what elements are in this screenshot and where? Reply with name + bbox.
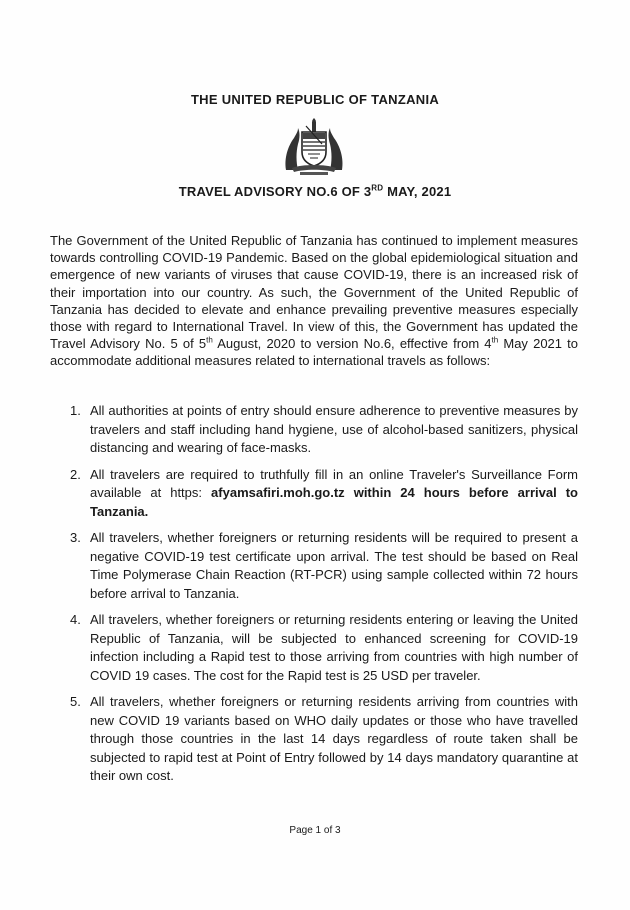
page-number: Page 1 of 3 — [289, 825, 341, 836]
intro-sup-2: th — [491, 335, 499, 345]
coat-of-arms-icon — [278, 118, 350, 176]
document-header: THE UNITED REPUBLIC OF TANZANIA — [190, 92, 440, 107]
list-item-number: 5. — [70, 694, 81, 709]
list-item — [50, 611, 578, 685]
advisory-title — [0, 184, 630, 199]
advisory-title-prefix: TRAVEL ADVISORY NO.6 OF 3 — [178, 184, 372, 199]
list-item-number: 3. — [70, 530, 81, 545]
list-item-bold-text: afyamsafiri.moh.go.tz within 24 hours before arrival to Tanzania. — [90, 485, 578, 519]
intro-paragraph — [50, 232, 578, 370]
list-item-text: All authorities at points of entry should ensure adherence to preventive measures by travelers and staff including hand hygiene, use of alcohol-based sanitizers, physical distancing and wearing of face-masks. — [90, 403, 578, 455]
intro-sup-1: th — [206, 335, 213, 345]
list-item — [50, 693, 578, 786]
advisory-title-sup: RD — [371, 183, 384, 193]
measures-list — [50, 402, 578, 794]
list-item-number: 4. — [70, 612, 81, 627]
list-item-number: 2. — [70, 466, 81, 482]
list-item-number: 1. — [70, 403, 81, 418]
intro-part-3: May 2021 to accommodate additional measures related to international travels as follows: — [50, 336, 579, 369]
list-item — [50, 402, 578, 458]
list-item — [50, 529, 578, 603]
list-item — [50, 466, 578, 522]
list-item-text: All travelers, whether foreigners or returning residents will be required to present a negative COVID-19 test certificate upon arrival. The test should be based on Real Time Polymerase Chain Reaction (RT-PCR) using sample collected within 72 hours before arrival to Tanzania. — [90, 530, 578, 601]
intro-part-1: The Government of the United Republic of Tanzania has continued to implement measures towards controlling COVID-19 Pandemic. Based on the global epidemiological situation and emergence of new variants of viruses that cause COVID-19, there is an increased risk of their importation into our country. As such, the Government of the United Republic of Tanzania has decided to elevate and enhance prevailing preventive measures especially those with regard to International Travel. In view of this, the Government has updated the Travel Advisory No. 5 of 5 — [50, 233, 578, 352]
list-item-text: All travelers are required to truthfully fill in an online Traveler's Surveillance Form available at https: — [90, 466, 578, 500]
list-item-text: All travelers, whether foreigners or returning residents entering or leaving the United Republic of Tanzania, will be subjected to enhanced screening for COVID-19 infection including a Rapid test to those arriving from countries with high number of COVID 19 cases. The cost for the Rapid test is 25 USD per traveler. — [90, 612, 578, 683]
advisory-title-suffix: MAY, 2021 — [383, 184, 452, 199]
list-item-text: All travelers, whether foreigners or returning residents arriving from countries with new COVID 19 variants based on WHO daily updates or those who have travelled through those countries in the last 14 days regardless of route taken shall be subjected to rapid test at Point of Entry followed by 14 days mandatory quarantine at their own cost. — [90, 694, 578, 783]
intro-part-2: August, 2020 to version No.6, effective from 4 — [212, 336, 492, 352]
